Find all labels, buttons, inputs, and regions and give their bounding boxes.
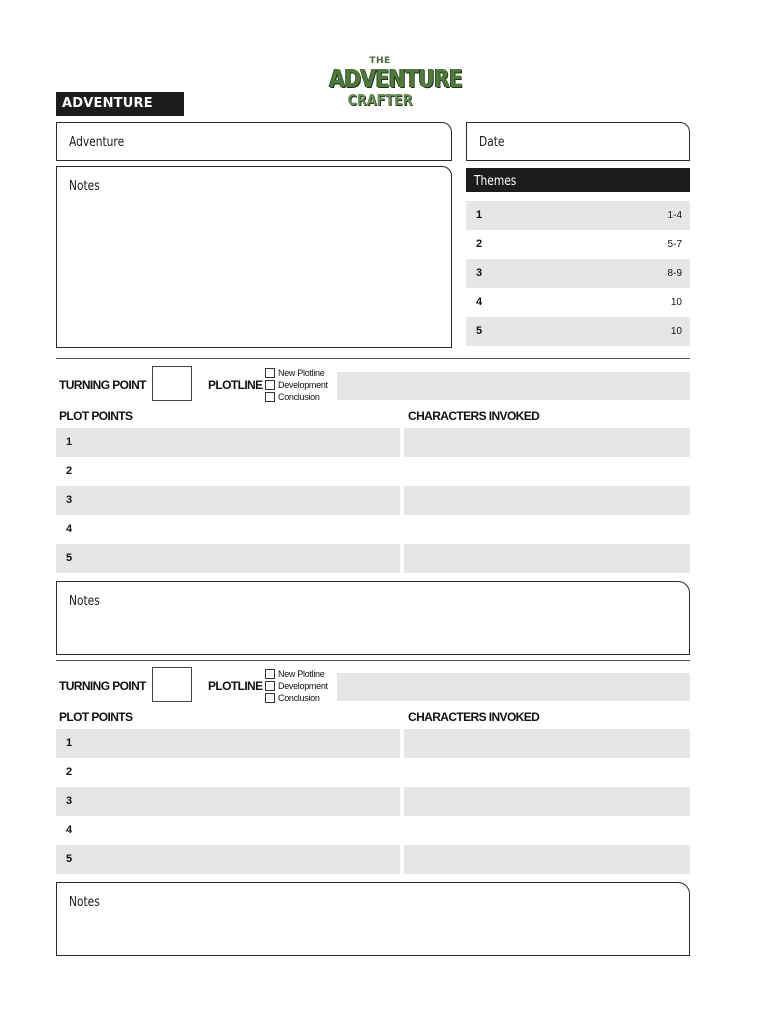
character-invoked-field[interactable]	[404, 845, 690, 874]
option-label: Conclusion	[278, 392, 320, 402]
plotline-label: PLOTLINE	[208, 679, 263, 693]
theme-range: 10	[670, 326, 682, 337]
plotline-field[interactable]	[337, 673, 690, 701]
plotline-option[interactable]	[265, 693, 328, 705]
turning-point-label: TURNING POINT	[59, 378, 146, 392]
plot-point-number: 2	[66, 766, 73, 778]
plotline-field[interactable]	[337, 372, 690, 400]
theme-range: 8-9	[667, 268, 682, 279]
turning-point-number-box[interactable]	[152, 366, 192, 401]
plot-point-number: 1	[66, 436, 73, 448]
plotline-option[interactable]	[265, 669, 328, 681]
theme-row[interactable]	[466, 259, 690, 288]
option-label: Development	[278, 681, 328, 691]
plotline-options	[265, 669, 328, 705]
plotline-options	[265, 368, 328, 404]
plot-point-row[interactable]	[56, 428, 400, 457]
characters-invoked-header: CHARACTERS INVOKED	[408, 710, 540, 724]
character-invoked-field[interactable]	[404, 544, 690, 573]
turning-point-notes-field[interactable]	[56, 882, 690, 956]
theme-number: 4	[476, 296, 483, 308]
plot-point-row[interactable]	[56, 486, 400, 515]
notes-label: Notes	[69, 179, 100, 194]
logo-adventure: ADVENTURE	[329, 64, 463, 93]
plotline-option[interactable]	[265, 368, 328, 380]
notes-label: Notes	[69, 594, 100, 609]
plot-points-header: PLOT POINTS	[59, 710, 133, 724]
plot-point-row[interactable]	[56, 845, 400, 874]
plot-point-number: 4	[66, 523, 73, 535]
theme-row[interactable]	[466, 230, 690, 259]
checkbox[interactable]	[265, 669, 275, 679]
plotline-option[interactable]	[265, 380, 328, 392]
character-invoked-field[interactable]	[404, 787, 690, 816]
plotline-option[interactable]	[265, 681, 328, 693]
character-invoked-field[interactable]	[404, 729, 690, 758]
plot-point-number: 4	[66, 824, 73, 836]
section-divider	[56, 660, 690, 661]
plot-point-number: 3	[66, 494, 73, 506]
checkbox[interactable]	[265, 392, 275, 402]
theme-number: 2	[476, 238, 483, 250]
adventure-notes-field[interactable]	[56, 166, 452, 348]
turning-point-label: TURNING POINT	[59, 679, 146, 693]
option-label: New Plotline	[278, 669, 325, 679]
plot-point-number: 1	[66, 737, 73, 749]
section-divider	[56, 358, 690, 359]
checkbox[interactable]	[265, 368, 275, 378]
plotline-label: PLOTLINE	[208, 378, 263, 392]
checkbox[interactable]	[265, 693, 275, 703]
character-invoked-field[interactable]	[404, 428, 690, 457]
theme-range: 10	[670, 297, 682, 308]
themes-header	[466, 168, 690, 192]
plot-point-number: 5	[66, 552, 73, 564]
checkbox[interactable]	[265, 681, 275, 691]
adventure-label: Adventure	[69, 135, 125, 150]
adventure-sheet-badge: ADVENTURE SHEET	[56, 92, 184, 116]
character-invoked-field[interactable]	[404, 486, 690, 515]
theme-number: 5	[476, 325, 483, 337]
theme-row[interactable]	[466, 201, 690, 230]
option-label: New Plotline	[278, 368, 325, 378]
characters-invoked-header: CHARACTERS INVOKED	[408, 409, 540, 423]
themes-title: Themes	[474, 174, 517, 189]
theme-range: 5-7	[667, 239, 682, 250]
plot-point-number: 2	[66, 465, 73, 477]
plot-point-row[interactable]	[56, 729, 400, 758]
plot-points-header: PLOT POINTS	[59, 409, 133, 423]
adventure-crafter-logo	[318, 56, 463, 118]
theme-number: 3	[476, 267, 483, 279]
plot-point-row[interactable]	[56, 544, 400, 573]
checkbox[interactable]	[265, 380, 275, 390]
plot-point-row[interactable]	[56, 758, 400, 787]
turning-point-notes-field[interactable]	[56, 581, 690, 655]
theme-row[interactable]	[466, 317, 690, 346]
theme-range: 1-4	[667, 210, 682, 221]
theme-number: 1	[476, 209, 483, 221]
plot-point-row[interactable]	[56, 787, 400, 816]
date-label: Date	[479, 135, 505, 150]
theme-row[interactable]	[466, 288, 690, 317]
adventure-field[interactable]	[56, 122, 452, 161]
option-label: Conclusion	[278, 693, 320, 703]
logo-crafter: CRAFTER	[347, 91, 413, 109]
notes-label: Notes	[69, 895, 100, 910]
logo-the: THE	[369, 56, 391, 66]
plot-point-row[interactable]	[56, 515, 400, 544]
plot-point-row[interactable]	[56, 457, 400, 486]
plotline-option[interactable]	[265, 392, 328, 404]
plot-point-number: 5	[66, 853, 73, 865]
plot-point-number: 3	[66, 795, 73, 807]
option-label: Development	[278, 380, 328, 390]
turning-point-number-box[interactable]	[152, 667, 192, 702]
date-field[interactable]	[466, 122, 690, 161]
plot-point-row[interactable]	[56, 816, 400, 845]
